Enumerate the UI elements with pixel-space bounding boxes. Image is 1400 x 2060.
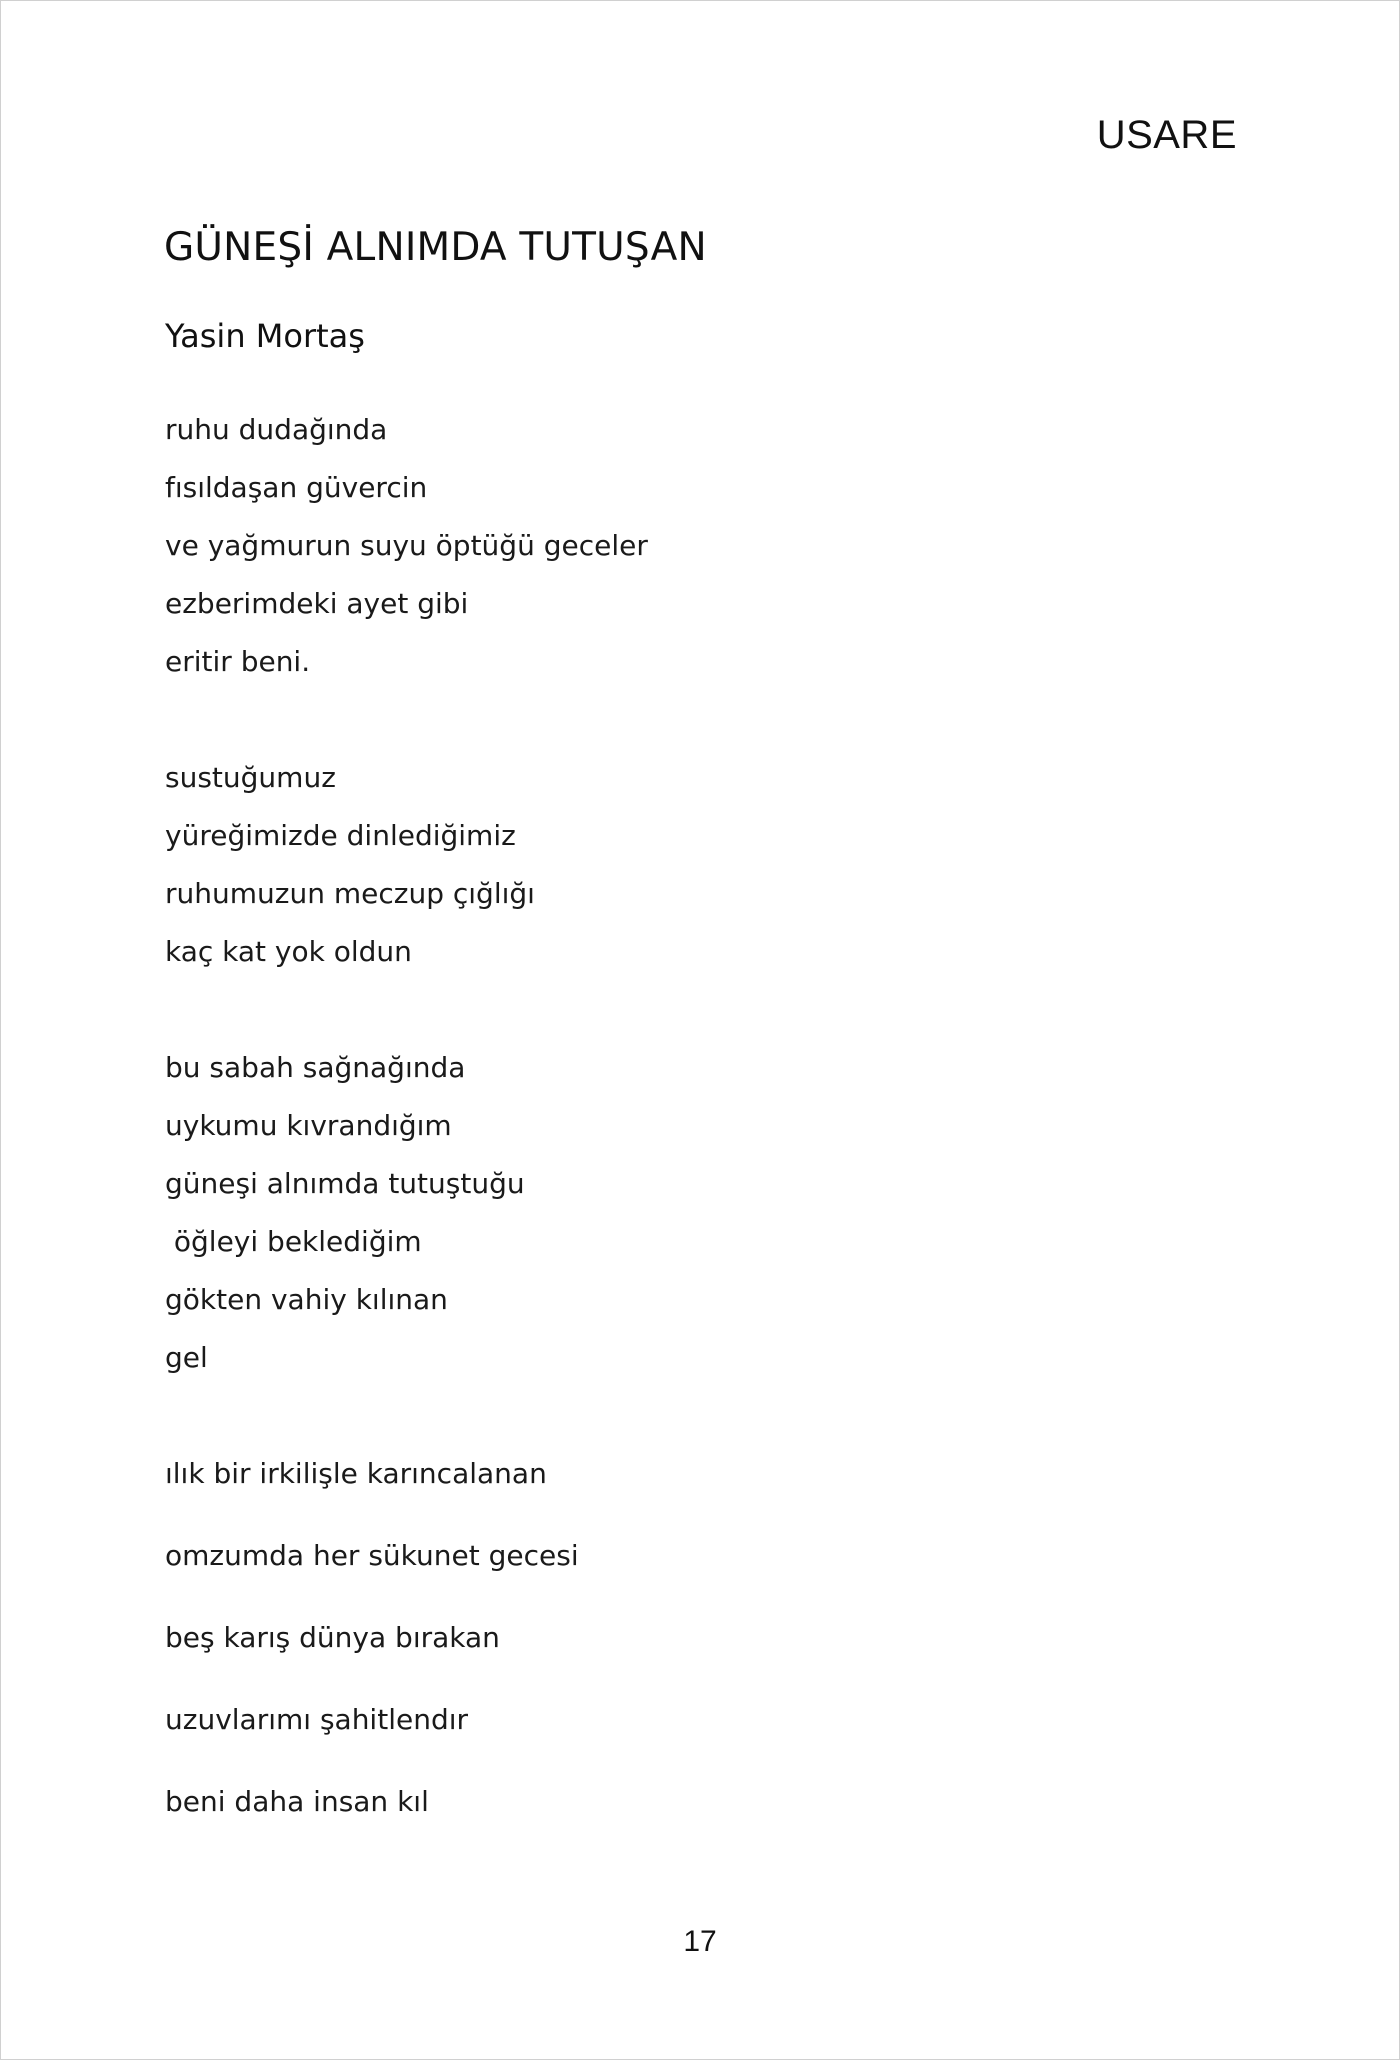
poem-line: ruhu dudağında [165, 413, 388, 446]
poem-line: bu sabah sağnağında [165, 1051, 466, 1084]
stanza-2 [165, 759, 648, 991]
poem-line: öğleyi beklediğim [165, 1225, 422, 1258]
poem-title: GÜNEŞİ ALNIMDA TUTUŞAN [164, 225, 707, 270]
poem-line: gel [165, 1341, 208, 1374]
poem-line: kaç kat yok oldun [165, 935, 412, 968]
stanza-4 [165, 1455, 648, 1865]
poem-author: Yasin Mortaş [165, 317, 365, 355]
journal-name: USARE [1096, 113, 1237, 157]
page-number: 17 [683, 1925, 717, 1958]
stanza-gap [165, 701, 648, 759]
poem-line: eritir beni. [165, 645, 311, 678]
poem-line: sustuğumuz [165, 761, 336, 794]
poem-line: ezberimdeki ayet gibi [165, 587, 469, 620]
stanza-3 [165, 1049, 648, 1397]
stanza-gap [165, 991, 648, 1049]
poem-line: beni daha insan kıl [165, 1785, 429, 1818]
poem-line: uzuvlarımı şahitlendır [165, 1703, 469, 1736]
stanza-gap [165, 1397, 648, 1455]
poem-line: uykumu kıvrandığım [165, 1109, 452, 1142]
poem-line: ılık bir irkilişle karıncalanan [165, 1457, 547, 1490]
poem-line: beş karış dünya bırakan [165, 1621, 500, 1654]
poem-line: yüreğimizde dinlediğimiz [165, 819, 516, 852]
poem-line: ruhumuzun meczup çığlığı [165, 877, 535, 910]
poem-line: omzumda her sükunet gecesi [165, 1539, 579, 1572]
poem-line: ve yağmurun suyu öptüğü geceler [165, 529, 648, 562]
stanza-1 [165, 411, 648, 701]
poem-line: fısıldaşan güvercin [165, 471, 428, 504]
poem-body [165, 411, 648, 1865]
poem-line: gökten vahiy kılınan [165, 1283, 448, 1316]
poem-line: güneşi alnımda tutuştuğu [165, 1167, 525, 1200]
